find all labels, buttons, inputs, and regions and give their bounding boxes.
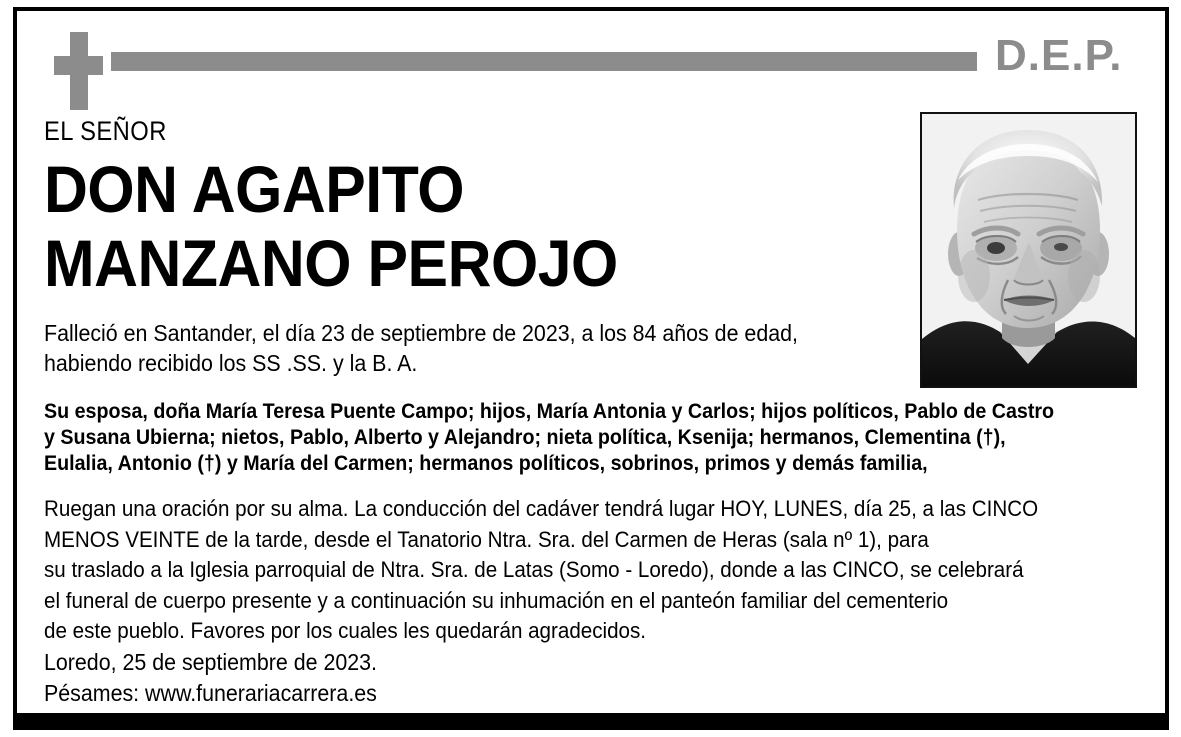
funeral-details-line-4: el funeral de cuerpo presente y a continuación su inhumación en el panteón familiar del cementerio — [44, 587, 949, 613]
notice-heading-block — [44, 116, 904, 378]
dep-label: D.E.P. — [995, 31, 1123, 80]
place-and-date: Loredo, 25 de septiembre de 2023. — [44, 649, 377, 675]
funeral-details-line-5: de este pueblo. Favores por los cuales les quedarán agradecidos. — [44, 618, 646, 643]
funeral-details-line-2: MENOS VEINTE de la tarde, desde el Tanatorio Ntra. Sra. del Carmen de Heras (sala nº 1), para — [44, 526, 929, 552]
notice-footer — [44, 647, 695, 709]
honorific-label: EL SEÑOR — [44, 116, 167, 146]
border-top — [13, 7, 1169, 11]
deceased-name-line-2: MANZANO PEROJO — [44, 226, 618, 300]
portrait-photo-graphic — [922, 114, 1135, 386]
family-list-block — [44, 398, 1149, 476]
death-info — [44, 318, 844, 378]
border-left — [13, 7, 17, 717]
border-bottom — [13, 713, 1169, 730]
family-line-2: y Susana Ubierna; nietos, Pablo, Alberto y Alejandro; nieta política, Ksenija; hermanos, Clementina (†), — [44, 425, 1006, 449]
death-info-line-2: habiendo recibido los SS .SS. y la B. A. — [44, 350, 418, 376]
latin-cross-icon — [48, 32, 104, 110]
death-info-line-1: Falleció en Santander, el día 23 de septiembre de 2023, a los 84 años de edad, — [44, 320, 798, 346]
condolences-url: Pésames: www.funerariacarrera.es — [44, 680, 377, 706]
cross-horizontal-bar — [54, 56, 103, 75]
header-divider-bar — [111, 52, 977, 71]
family-line-1: Su esposa, doña María Teresa Puente Campo; hijos, María Antonia y Carlos; hijos políticos, Pablo de Castro — [44, 399, 1055, 423]
header-band — [40, 28, 1140, 112]
funeral-details-block — [44, 494, 1060, 647]
portrait-photo — [920, 112, 1137, 388]
funeral-details-line-3: su traslado a la Iglesia parroquial de Ntra. Sra. de Latas (Somo - Loredo), donde a las CINCO, se celebrará — [44, 557, 1024, 582]
border-right — [1165, 7, 1169, 717]
funeral-details-line-1: Ruegan una oración por su alma. La conducción del cadáver tendrá lugar HOY, LUNES, día 25, a las CINCO — [44, 496, 1039, 521]
family-line-3: Eulalia, Antonio (†) y María del Carmen; hermanos políticos, sobrinos, primos y demás familia, — [44, 451, 928, 475]
deceased-name-line-1: DON AGAPITO — [44, 152, 465, 226]
